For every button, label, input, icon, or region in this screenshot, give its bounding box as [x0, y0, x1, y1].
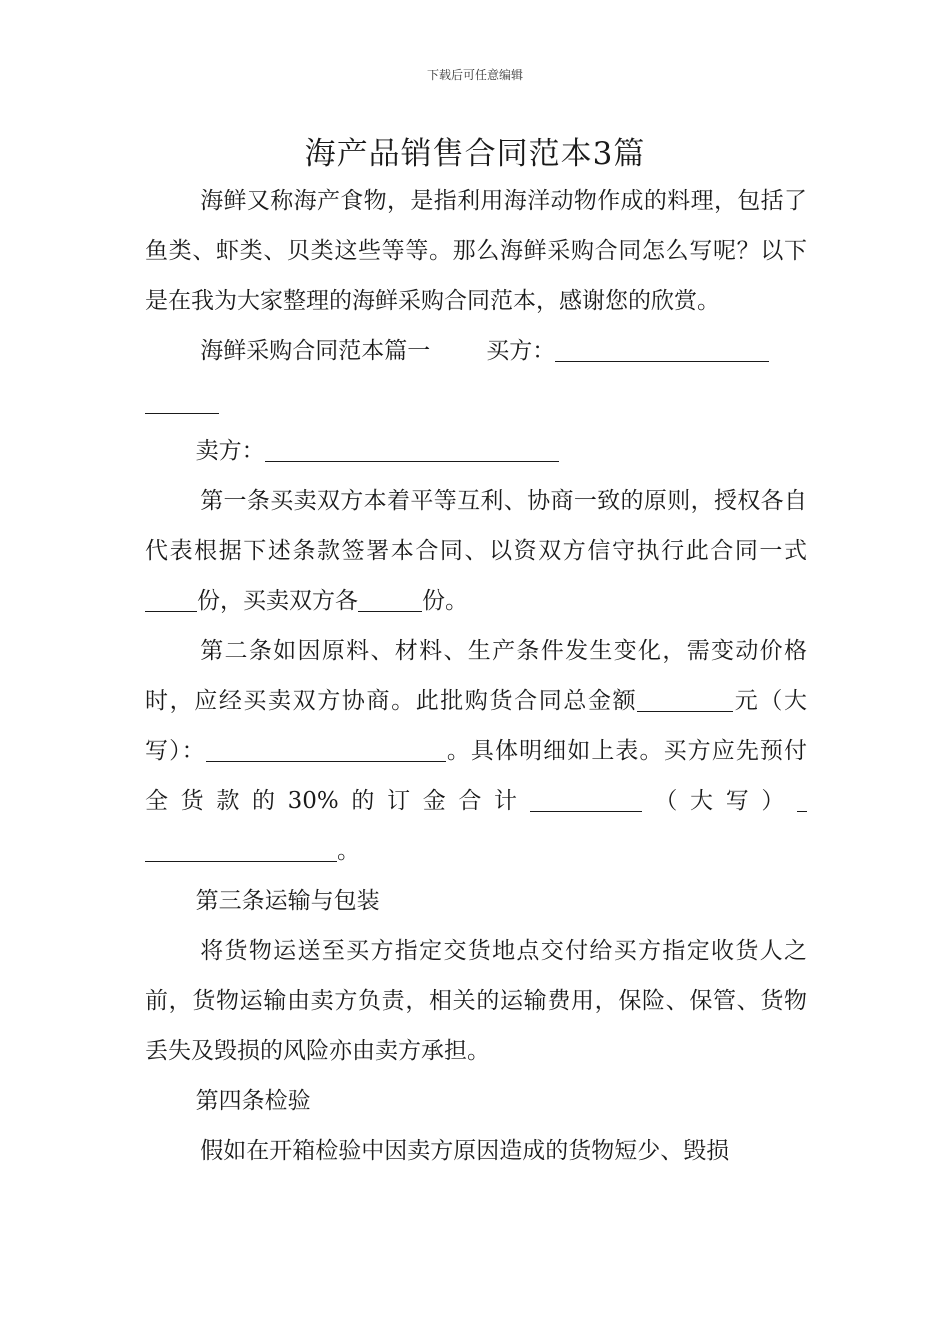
deposit-words-blank-wrap: [145, 836, 337, 862]
header-note: 下载后可任意编辑: [426, 68, 523, 82]
seller-line: [145, 426, 807, 476]
copies-total-blank: [145, 586, 197, 612]
article2-text-a: 第二条如因原料、材料、生产条件发生变化，需变动价格时，应经买卖双方协商。此批购货合同总金额: [145, 638, 807, 714]
article3-paragraph: 将货物运送至买方指定交货地点交付给买方指定收货人之前，货物运输由卖方负责，相关的运输费用，保险、保管、货物丢失及毁损的风险亦由卖方承担。: [145, 938, 807, 1064]
total-amount-blank-wrap: [721, 686, 733, 712]
document-title: 海产品销售合同范本3篇: [304, 136, 646, 172]
total-amount-blank: [637, 686, 721, 712]
article3-heading: 第三条运输与包装: [195, 888, 380, 914]
intro-paragraph: 海鲜又称海产食物，是指利用海洋动物作成的料理，包括了鱼类、虾类、贝类这些等等。那么海鲜采购合同怎么写呢？以下是在我为大家整理的海鲜采购合同范本，感谢您的欣赏。: [145, 188, 807, 314]
section1-heading: 海鲜采购合同范本篇一: [200, 338, 431, 364]
copies-each-blank: [358, 586, 422, 612]
deposit-words-blank: [797, 786, 807, 812]
section1-line: [145, 326, 807, 376]
article1-text-c: 份。: [422, 588, 468, 614]
article2-paragraph: [145, 626, 807, 876]
seller-label: 卖方：: [195, 438, 265, 464]
seller-blank: [265, 436, 559, 462]
amount-words-blank: [206, 736, 446, 762]
article1-paragraph: [145, 476, 807, 626]
document-body: [145, 176, 807, 1176]
article1-text-a: 第一条买卖双方本着平等互利、协商一致的原则，授权各自代表根据下述条款签署本合同、以资双方信守执行此合同一式: [145, 488, 807, 564]
article1-text-b: 份，买卖双方各: [197, 588, 358, 614]
article2-text-b: 元（大写）：: [145, 688, 808, 764]
article2-text-e: 。: [337, 838, 360, 864]
article2-text-d: （大写）: [641, 788, 798, 814]
article4-heading: 第四条检验: [195, 1088, 311, 1114]
buyer-blank-continued: [145, 376, 807, 426]
buyer-label: 买方：: [486, 338, 556, 364]
deposit-blank: [530, 786, 642, 812]
article2-text-c: 。具体明细如上表。买方应先预付全货款的30%的订金合计: [145, 738, 807, 814]
buyer-blank: [555, 336, 769, 362]
article4-paragraph: 假如在开箱检验中因卖方原因造成的货物短少、毁损: [200, 1138, 730, 1164]
